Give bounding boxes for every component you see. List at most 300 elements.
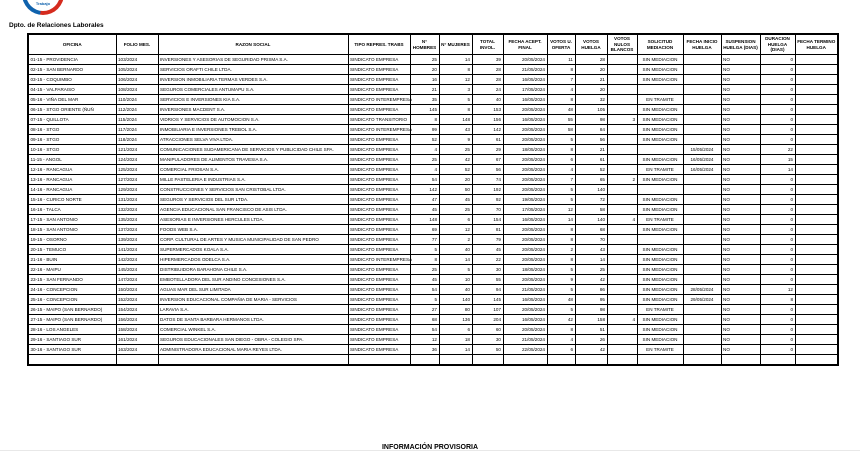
table-row [28,155,838,165]
cell-total: 70 [472,205,503,215]
cell-suspension: NO [721,145,760,155]
cell-mediacion: EN TRAMITE [637,305,683,315]
cell-fecha_termino [795,65,838,75]
cell-razon: AGUAS MAR DEL SUR LIMITADA [158,285,348,295]
cell-hombres: 142 [410,185,439,195]
cell-razon: MANIPULADORES DE ALIMENTOS TRAVESIA S.A. [158,155,348,165]
cell-mediacion: SIN MEDIACION [637,65,683,75]
cell-hombres [410,355,439,366]
cell-fecha_inicio: 16/05/2024 [683,165,721,175]
cell-votos_huelga: 51 [575,325,607,335]
cell-fecha_termino [795,115,838,125]
cell-votos_oferta: 42 [547,315,575,325]
cell-hombres: 5 [410,245,439,255]
cell-oficina: 30-16 - SANTIAGO SUR [28,345,116,355]
cell-suspension: NO [721,55,760,65]
column-header-fecha_termino: FECHA TERMINO HUELGA [795,34,838,55]
cell-duracion: 0 [760,185,795,195]
cell-fecha_termino [795,315,838,325]
cell-votos_huelga: 68 [575,225,607,235]
cell-votos_huelga: 98 [575,305,607,315]
cell-fecha_inicio [683,95,721,105]
cell-fecha_inicio [683,225,721,235]
cell-mediacion [637,85,683,95]
cell-votos_nulos [607,305,637,315]
cell-votos_huelga: 140 [575,185,607,195]
cell-fecha_acept: 20/05/2024 [503,235,547,245]
cell-duracion: 0 [760,305,795,315]
cell-duracion: 0 [760,255,795,265]
cell-fecha_acept: 20/05/2024 [503,255,547,265]
cell-folio: 115/2024 [116,115,158,125]
cell-duracion: 0 [760,125,795,135]
column-header-folio: FOLIO MES. [116,34,158,55]
cell-votos_oferta: 14 [547,215,575,225]
cell-fecha_acept: 17/05/2024 [503,205,547,215]
cell-fecha_termino [795,275,838,285]
cell-votos_huelga: 28 [575,55,607,65]
cell-folio: 147/2024 [116,275,158,285]
cell-hombres: 69 [410,225,439,235]
cell-mujeres: 14 [439,255,472,265]
huelgas-table [27,33,839,366]
cell-fecha_acept: 19/05/2024 [503,195,547,205]
cell-oficina: 11-15 - ANGOL [28,155,116,165]
cell-votos_nulos: 2 [607,175,637,185]
cell-fecha_termino [795,95,838,105]
cell-oficina: 21-16 - BUIN [28,255,116,265]
cell-folio: 129/2024 [116,185,158,195]
cell-razon: INMOBILIARIA E INVERSIONES TREBOL S.A. [158,125,348,135]
table-row [28,305,838,315]
cell-duracion: 0 [760,65,795,75]
cell-fecha_acept: 20/05/2024 [503,155,547,165]
cell-hombres: 20 [410,65,439,75]
cell-votos_huelga: 52 [575,165,607,175]
cell-tipo: SINDICATO EMPRESA [348,175,410,185]
cell-fecha_acept: 20/05/2024 [503,55,547,65]
cell-mediacion: SIN MEDIACION [637,225,683,235]
cell-mujeres [439,355,472,366]
cell-tipo: SINDICATO EMPRESA [348,285,410,295]
cell-fecha_inicio [683,125,721,135]
cell-total: 22 [472,255,503,265]
cell-hombres: 54 [410,285,439,295]
cell-votos_nulos [607,285,637,295]
cell-total [472,355,503,366]
cell-mediacion: SIN MEDIACION [637,265,683,275]
cell-mujeres: 6 [439,215,472,225]
cell-fecha_termino [795,105,838,115]
table-row [28,315,838,325]
cell-votos_huelga: 20 [575,65,607,75]
cell-tipo: SINDICATO EMPRESA [348,265,410,275]
cell-votos_oferta: 4 [547,165,575,175]
cell-votos_huelga: 105 [575,105,607,115]
cell-duracion: 0 [760,335,795,345]
cell-suspension: NO [721,85,760,95]
cell-suspension: NO [721,345,760,355]
cell-razon: SEGUROS EDUCACIONALES SAN DIEGO - OBRA - COLEGIO SPA. [158,335,348,345]
cell-fecha_termino [795,355,838,366]
cell-folio: 158/2024 [116,325,158,335]
cell-folio: 137/2024 [116,225,158,235]
table-row [28,325,838,335]
cell-suspension: NO [721,125,760,135]
table-row [28,355,838,366]
cell-fecha_inicio [683,275,721,285]
cell-fecha_termino [795,335,838,345]
table-row [28,125,838,135]
cell-folio: 154/2024 [116,305,158,315]
cell-hombres: 12 [410,335,439,345]
table-header [28,34,838,55]
cell-votos_huelga: 26 [575,335,607,345]
cell-folio: 150/2024 [116,285,158,295]
cell-mujeres: 40 [439,245,472,255]
cell-total: 24 [472,85,503,95]
cell-hombres: 5 [410,295,439,305]
cell-duracion: 0 [760,265,795,275]
cell-razon: ASESORIAS E INVERSIONES HERCULES LTDA. [158,215,348,225]
column-header-votos_huelga: VOTOS HUELGA [575,34,607,55]
cell-mujeres: 40 [439,285,472,295]
cell-folio: 118/2024 [116,135,158,145]
cell-votos_nulos [607,65,637,75]
column-header-fecha_acept: FECHA ACEPT. FINAL [503,34,547,55]
cell-mediacion: SIN MEDIACION [637,245,683,255]
cell-fecha_inicio [683,105,721,115]
cell-tipo: SINDICATO EMPRESA [348,65,410,75]
cell-votos_nulos [607,75,637,85]
table-row [28,245,838,255]
cell-razon: MILLE PASTELERIA E INDUSTRIAS S.A. [158,175,348,185]
cell-hombres: 21 [410,85,439,95]
cell-suspension: NO [721,235,760,245]
cell-folio: 106/2024 [116,75,158,85]
cell-votos_nulos [607,355,637,366]
cell-tipo: SINDICATO EMPRESA [348,315,410,325]
cell-tipo: SINDICATO EMPRESA [348,345,410,355]
cell-oficina: 18-15 - SAN ANTONIO [28,225,116,235]
cell-fecha_termino [795,305,838,315]
cell-votos_nulos [607,255,637,265]
cell-oficina: 07-15 - QUILLOTA [28,115,116,125]
cell-mujeres: 3 [439,85,472,95]
cell-fecha_inicio [683,115,721,125]
cell-fecha_inicio [683,255,721,265]
cell-votos_nulos [607,225,637,235]
cell-fecha_termino [795,175,838,185]
cell-hombres: 16 [410,75,439,85]
table-row [28,335,838,345]
table-row [28,275,838,285]
cell-razon: SEGUROS COMERCIALES ANTUMAPU S.A. [158,85,348,95]
cell-razon: INVERSION INMOBILIARIA TERMAS VERDES S.A. [158,75,348,85]
cell-votos_huelga: 70 [575,235,607,245]
cell-suspension: NO [721,285,760,295]
cell-fecha_acept: 20/05/2024 [503,175,547,185]
cell-razon: AGENCIA EDUCACIONAL SAN FRANCISCO DE ASIS LTDA. [158,205,348,215]
cell-razon: CONSTRUCCIONES Y SERVICIOS SAN CRISTOBAL LTDA. [158,185,348,195]
cell-tipo: SINDICATO INTEREMPRESA [348,125,410,135]
cell-razon: INVERSION EDUCACIONAL COMPAÑIA DE MARIA - SERVICIOS [158,295,348,305]
cell-razon: CORP. CULTURAL DE ARTES Y MUSICA MUNICIPALIDAD DE SAN PEDRO [158,235,348,245]
cell-razon: COMUNICACIONES SUDAMERICANA DE SERVICIOS Y PUBLICIDAD CHILE SPA. [158,145,348,155]
cell-mediacion [637,185,683,195]
cell-mujeres: 50 [439,185,472,195]
cell-fecha_inicio [683,345,721,355]
cell-votos_oferta: 4 [547,85,575,95]
cell-duracion: 22 [760,145,795,155]
cell-hombres: 4 [410,145,439,155]
cell-total: 50 [472,345,503,355]
cell-duracion: 0 [760,195,795,205]
cell-tipo: SINDICATO EMPRESA [348,205,410,215]
cell-fecha_inicio [683,265,721,275]
cell-votos_oferta: 5 [547,185,575,195]
cell-total: 55 [472,275,503,285]
cell-hombres: 4 [410,165,439,175]
cell-fecha_termino [795,195,838,205]
cell-votos_oferta: 9 [547,275,575,285]
cell-mujeres: 136 [439,315,472,325]
cell-oficina: 01-15 - PROVIDENCIA [28,55,116,65]
cell-mujeres: 2 [439,235,472,245]
cell-votos_huelga: 61 [575,155,607,165]
cell-mediacion: SIN MEDIACION [637,205,683,215]
cell-razon: SUPERMERCADOS KOALA S.A. [158,245,348,255]
cell-hombres: 68 [410,315,439,325]
cell-fecha_acept: 21/05/2024 [503,65,547,75]
cell-votos_oferta: 7 [547,75,575,85]
cell-tipo: SINDICATO EMPRESA [348,325,410,335]
cell-total: 29 [472,145,503,155]
cell-mujeres: 5 [439,265,472,275]
cell-mujeres: 8 [439,65,472,75]
cell-mediacion: SIN MEDIACION [637,115,683,125]
cell-votos_huelga: 42 [575,345,607,355]
cell-fecha_inicio: 28/05/2024 [683,285,721,295]
cell-fecha_acept: 20/05/2024 [503,105,547,115]
cell-votos_nulos [607,205,637,215]
cell-oficina: 16-16 - TALCA [28,205,116,215]
cell-fecha_acept: 20/05/2024 [503,225,547,235]
cell-votos_oferta: 8 [547,235,575,245]
cell-duracion: 0 [760,225,795,235]
cell-hombres: 45 [410,275,439,285]
cell-hombres: 25 [410,265,439,275]
column-header-votos_oferta: VOTOS U. OFERTA [547,34,575,55]
cell-folio: 108/2024 [116,85,158,95]
cell-mujeres: 6 [439,325,472,335]
cell-fecha_acept: 20/05/2024 [503,325,547,335]
table-row [28,295,838,305]
cell-mujeres: 140 [439,295,472,305]
cell-fecha_acept [503,355,547,366]
cell-fecha_inicio [683,305,721,315]
cell-suspension: NO [721,305,760,315]
cell-razon: INVERSIONES MACDENT S.A. [158,105,348,115]
cell-total: 153 [472,105,503,115]
cell-fecha_inicio [683,55,721,65]
cell-duracion: 15 [760,155,795,165]
cell-razon [158,355,348,366]
cell-razon: SERVICIOS ORAFTI CHILE LTDA. [158,65,348,75]
cell-suspension: NO [721,225,760,235]
cell-duracion: 0 [760,215,795,225]
cell-mujeres: 10 [439,275,472,285]
column-header-oficina: OFICINA [28,34,116,55]
cell-suspension: NO [721,75,760,85]
cell-suspension [721,355,760,366]
cell-votos_oferta: 55 [547,115,575,125]
cell-votos_nulos: 4 [607,215,637,225]
cell-duracion: 0 [760,205,795,215]
cell-votos_oferta: 8 [547,145,575,155]
cell-total: 92 [472,195,503,205]
cell-tipo: SINDICATO EMPRESA [348,135,410,145]
table-row [28,135,838,145]
cell-fecha_termino [795,155,838,165]
cell-fecha_inicio [683,65,721,75]
cell-total: 94 [472,285,503,295]
table-row [28,195,838,205]
column-header-total: TOTAL INVOL. [472,34,503,55]
cell-votos_oferta: 5 [547,195,575,205]
cell-fecha_inicio [683,195,721,205]
cell-duracion: 0 [760,135,795,145]
cell-mujeres: 80 [439,305,472,315]
cell-oficina: 15-16 - CURICO NORTE [28,195,116,205]
cell-suspension: NO [721,65,760,75]
table-row [28,105,838,115]
cell-fecha_termino [795,145,838,155]
cell-votos_huelga: 56 [575,135,607,145]
cell-oficina: 28-16 - LOS ANGELES [28,325,116,335]
cell-fecha_termino [795,265,838,275]
cell-tipo: SINDICATO INTEREMPRESA [348,95,410,105]
cell-mediacion: SIN MEDIACION [637,315,683,325]
cell-fecha_acept: 20/05/2024 [503,275,547,285]
cell-mujeres: 25 [439,145,472,155]
cell-mujeres: 43 [439,125,472,135]
cell-fecha_inicio: 16/05/2024 [683,155,721,165]
cell-fecha_termino [795,245,838,255]
cell-fecha_inicio [683,215,721,225]
cell-mediacion: SIN MEDIACION [637,75,683,85]
cell-votos_huelga: 84 [575,125,607,135]
cell-mediacion: EN TRAMITE [637,165,683,175]
cell-votos_huelga: 21 [575,75,607,85]
cell-total: 145 [472,295,503,305]
cell-votos_nulos [607,295,637,305]
cell-hombres: 27 [410,305,439,315]
cell-razon: COMERCIAL WINKEL S.A. [158,325,348,335]
cell-duracion: 14 [760,165,795,175]
cell-fecha_termino [795,285,838,295]
cell-oficina: 09-16 - STGO [28,135,116,145]
column-header-hombres: N° HOMBRES [410,34,439,55]
cell-hombres: 45 [410,205,439,215]
cell-suspension: NO [721,135,760,145]
cell-suspension: NO [721,205,760,215]
cell-suspension: NO [721,245,760,255]
cell-fecha_termino [795,235,838,245]
cell-folio: 161/2024 [116,335,158,345]
cell-duracion: 0 [760,175,795,185]
cell-oficina: 19-15 - OSORNO [28,235,116,245]
cell-votos_nulos [607,335,637,345]
cell-tipo: SINDICATO EMPRESA [348,105,410,115]
cell-hombres: 52 [410,135,439,145]
table-row [28,95,838,105]
cell-fecha_termino [795,135,838,145]
cell-suspension: NO [721,295,760,305]
cell-votos_nulos [607,105,637,115]
cell-folio: 145/2024 [116,265,158,275]
cell-mediacion: SIN MEDIACION [637,125,683,135]
cell-tipo: SINDICATO EMPRESA [348,275,410,285]
cell-folio: 110/2024 [116,95,158,105]
cell-hombres: 145 [410,105,439,115]
cell-tipo: SINDICATO EMPRESA [348,75,410,85]
table-row [28,285,838,295]
cell-total: 79 [472,235,503,245]
cell-mujeres: 14 [439,345,472,355]
cell-oficina: 23-15 - SAN FERNANDO [28,275,116,285]
cell-suspension: NO [721,195,760,205]
cell-total: 142 [472,125,503,135]
logo-center [26,0,60,11]
cell-votos_oferta: 6 [547,345,575,355]
cell-duracion: 0 [760,345,795,355]
cell-duracion: 0 [760,105,795,115]
cell-fecha_inicio [683,185,721,195]
cell-total: 107 [472,305,503,315]
cell-duracion: 0 [760,245,795,255]
cell-razon: EMBOTELLADORA DEL SUR ANDINO CONCESIONES S.A. [158,275,348,285]
cell-votos_huelga: 58 [575,205,607,215]
cell-votos_nulos [607,135,637,145]
table-row [28,225,838,235]
cell-oficina: 02-15 - SAN BERNARDO [28,65,116,75]
cell-suspension: NO [721,165,760,175]
cell-tipo: SINDICATO EMPRESA [348,85,410,95]
cell-votos_oferta: 5 [547,305,575,315]
cell-razon: DATOS DE SANTA BARBARA HERMANOS LTDA. [158,315,348,325]
cell-fecha_termino [795,325,838,335]
cell-votos_huelga: 25 [575,265,607,275]
cell-mujeres: 12 [439,225,472,235]
cell-razon: SEGUROS Y SERVICIOS DEL SUR LTDA. [158,195,348,205]
cell-votos_oferta [547,355,575,366]
cell-fecha_inicio [683,245,721,255]
cell-fecha_acept: 16/05/2024 [503,295,547,305]
cell-votos_oferta: 8 [547,65,575,75]
cell-total: 67 [472,155,503,165]
cell-oficina: 26-15 - MAIPO (SAN BERNARDO) [28,305,116,315]
cell-votos_oferta: 5 [547,285,575,295]
cell-votos_nulos [607,235,637,245]
cell-fecha_inicio [683,75,721,85]
cell-duracion [760,355,795,366]
cell-duracion: 0 [760,55,795,65]
cell-tipo: SINDICATO EMPRESA [348,335,410,345]
cell-votos_nulos [607,165,637,175]
cell-suspension: NO [721,265,760,275]
cell-folio: 156/2024 [116,315,158,325]
